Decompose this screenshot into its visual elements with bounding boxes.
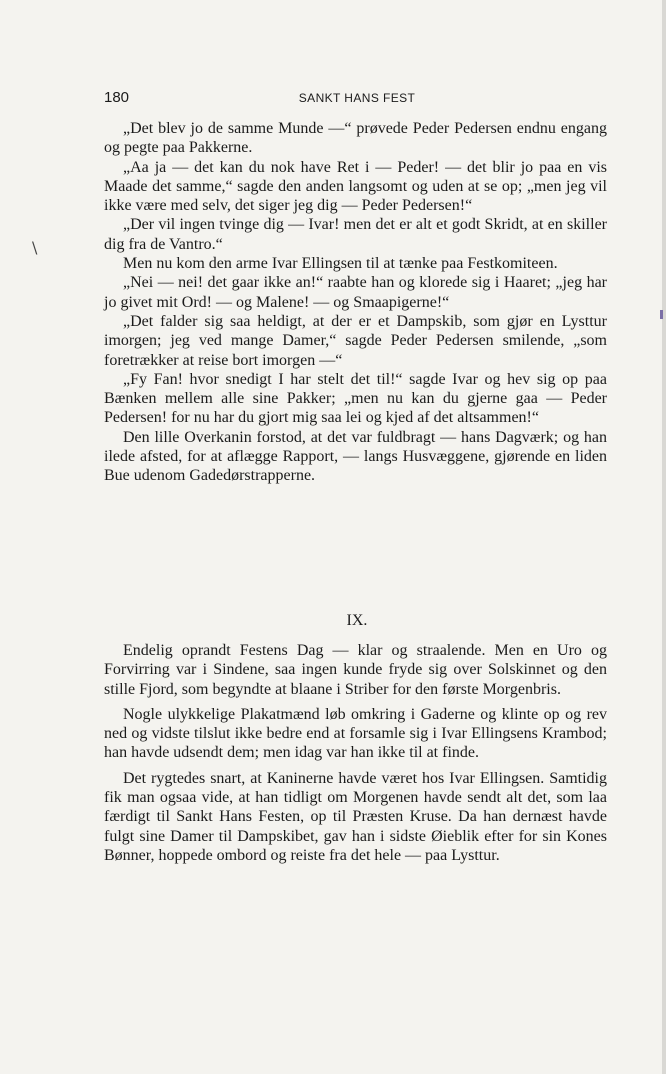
- paragraph: Endelig oprandt Festens Dag — klar og straalende. Men en Uro og Forvirring var i Sindene, saa ingen kunde fryde sig over Solskinnet og den stille Fjord, som begyndte at blaane i Striber for den første Morgenbris.: [104, 642, 607, 698]
- paragraph: Men nu kom den arme Ivar Ellingsen til at tænke paa Festkomiteen.: [123, 255, 558, 273]
- edge-color-tick: [660, 310, 663, 319]
- paragraph: „Der vil ingen tvinge dig — Ivar! men det er alt et godt Skridt, at en skiller dig fra de Vantro.“: [104, 216, 607, 253]
- paragraph: „Det falder sig saa heldigt, at der er et Dampskib, som gjør en Lysttur imorgen; jeg ved mange Damer,“ sagde Peder Pedersen smilende, „som foretrækker at reise bort imorgen —“: [104, 312, 607, 369]
- chapter-heading: IX.: [346, 612, 368, 629]
- paragraph: „Aa ja — det kan du nok have Ret i — Peder! — det blir jo paa en vis Maade det samme,“ sagde den anden langsomt og uden at se op; „men jeg vil ikke være med selv, det siger jeg dig — Peder Pedersen!“: [104, 158, 607, 215]
- page-header: [104, 89, 610, 111]
- running-head: SANKT HANS FEST: [298, 91, 416, 105]
- page-edge: [662, 0, 666, 1074]
- page-number: 180: [104, 89, 130, 106]
- paragraph: Den lille Overkanin forstod, at det var fuldbragt — hans Dagværk; og han ilede afsted, for at aflægge Rapport, — langs Husvæggene, gjørende en liden Bue udenom Gadedørstrapperne.: [104, 428, 607, 485]
- margin-pencil-mark: \: [32, 238, 38, 257]
- paragraph: Nogle ulykkelige Plakatmænd løb omkring i Gaderne og klinte op og rev ned og vidste tilslut ikke bedre end at forsamle sig i Ivar Ellingsens Krambod; han havde udsendt dem; men idag var han ikke til at finde.: [104, 705, 607, 762]
- text-block-1: [104, 119, 607, 486]
- paragraph: Det rygtedes snart, at Kaninerne havde været hos Ivar Ellingsen. Samtidig fik man ogsaa vide, at han tidligt om Morgenen havde sendt alt det, som laa færdigt til Sankt Hans Festen, op til Præsten Kruse. Da han dernæst havde fulgt sine Damer til Dampskibet, gav han i sidste Øieblik efter for sin Kones Bønner, hoppede ombord og reiste fra det hele — paa Lysttur.: [104, 769, 607, 864]
- text-block-2: [104, 641, 607, 865]
- paragraph: „Nei — nei! det gaar ikke an!“ raabte han og klorede sig i Haaret; „jeg har jo givet mit Ord! — og Malene! — og Smaapigerne!“: [104, 274, 607, 311]
- paragraph: „Fy Fan! hvor snedigt I har stelt det til!“ sagde Ivar og hev sig op paa Bænken mellem alle sine Pakker; „men nu kan du gjerne gaa — Peder Pedersen! for nu har du gjort mig saa lei og kjed af det altsammen!“: [104, 370, 607, 427]
- paragraph: „Det blev jo de samme Munde —“ prøvede Peder Pedersen endnu engang og pegte paa Pakkerne.: [104, 120, 607, 157]
